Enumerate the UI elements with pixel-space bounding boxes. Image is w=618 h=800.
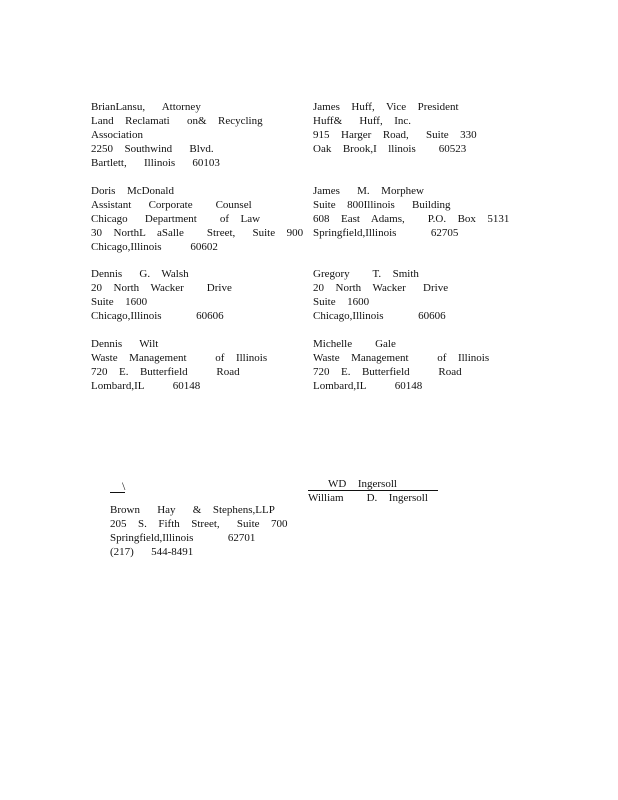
address-line: James Huff, Vice President (313, 101, 459, 113)
service-entry-walsh (91, 267, 291, 323)
address-line: Suite 1600 (91, 296, 148, 308)
address-line: Bartlett, Illinois 60103 (91, 157, 220, 169)
service-entry-gale (313, 337, 513, 393)
address-line: Suite 800Illinois Building (313, 199, 451, 211)
firm-address (110, 503, 310, 559)
address-line: Land Reclamati on& Recycling (91, 115, 263, 127)
address-line: 608 East Adams, P.O. Box 5131 (313, 213, 510, 225)
address-line: Chicago,Illinois 60602 (91, 241, 218, 253)
signature-underline (110, 492, 125, 493)
address-line: Association (91, 129, 143, 141)
address-line: Michelle Gale (313, 338, 396, 350)
address-line: 20 North Wacker Drive (91, 282, 232, 294)
address-line: Springfield,Illinois 62705 (313, 227, 459, 239)
service-entry-huff (313, 100, 513, 156)
address-line: Chicago,Illinois 60606 (313, 310, 446, 322)
address-line: Waste Management of Illinois (313, 352, 490, 364)
address-line: 20 North Wacker Drive (313, 282, 449, 294)
service-entry-morphew (313, 184, 513, 240)
address-line: 720 E. Butterfield Road (91, 366, 240, 378)
service-entry-smith (313, 267, 513, 323)
address-line: Assistant Corporate Counsel (91, 199, 252, 211)
address-line: Chicago Department of Law (91, 213, 261, 225)
address-line: James M. Morphew (313, 185, 424, 197)
service-entry-wilt (91, 337, 291, 393)
address-line: Suite 1600 (313, 296, 370, 308)
address-line: Dennis Wilt (91, 338, 159, 350)
address-line: BrianLansu, Attorney (91, 101, 201, 113)
service-entry-lansu (91, 100, 291, 170)
firm-line: Brown Hay & Stephens,LLP (110, 504, 275, 516)
address-line: Huff& Huff, Inc. (313, 115, 411, 127)
address-line: 30 NorthL aSalle Street, Suite 900 (91, 227, 304, 239)
address-line: Dennis G. Walsh (91, 268, 189, 280)
address-line: Waste Management of Illinois (91, 352, 268, 364)
address-line: 2250 Southwind Blvd. (91, 143, 214, 155)
signature-block (308, 477, 448, 505)
address-line: 720 E. Butterfield Road (313, 366, 462, 378)
address-line: Chicago,Illinois 60606 (91, 310, 224, 322)
signed-name: WD Ingersoll (308, 477, 438, 491)
firm-line: Springfield,Illinois 62701 (110, 532, 256, 544)
address-line: Lombard,IL 60148 (313, 380, 423, 392)
signature-mark (110, 480, 126, 494)
service-entry-mcdonald (91, 184, 304, 254)
address-line: Lombard,IL 60148 (91, 380, 201, 392)
firm-line: (217) 544-8491 (110, 546, 194, 558)
address-line: Gregory T. Smith (313, 268, 419, 280)
address-line: Doris McDonald (91, 185, 174, 197)
address-line: Oak Brook,I llinois 60523 (313, 143, 467, 155)
signature-slash: \ (122, 479, 126, 493)
address-line: 915 Harger Road, Suite 330 (313, 129, 477, 141)
printed-name: William D. Ingersoll (308, 492, 428, 504)
firm-line: 205 S. Fifth Street, Suite 700 (110, 518, 288, 530)
